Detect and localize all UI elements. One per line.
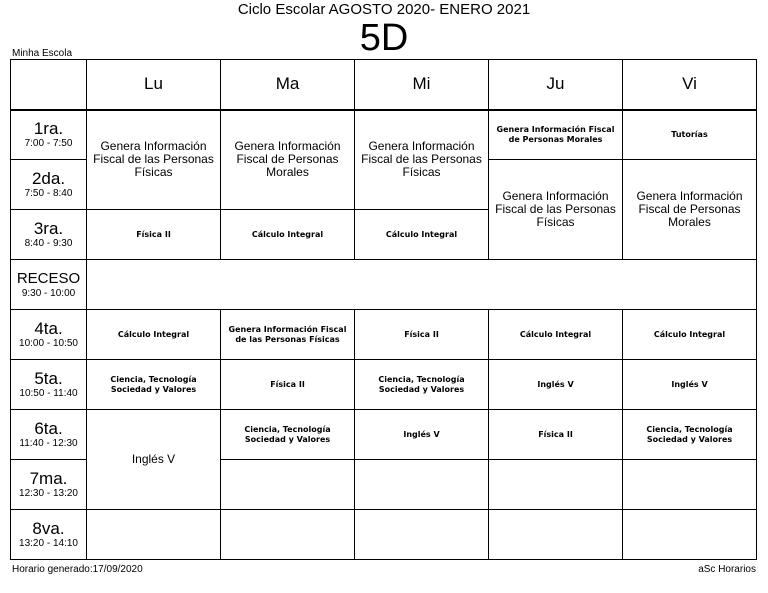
lesson-cell: Genera Información Fiscal de Personas Morales bbox=[221, 110, 355, 210]
period-name: 2da. bbox=[31, 169, 66, 188]
period-time: 13:20 - 14:10 bbox=[19, 538, 78, 549]
lesson-cell: Cálculo Integral bbox=[623, 310, 757, 360]
school-name: Minha Escola bbox=[12, 48, 73, 59]
lesson-cell: Cálculo Integral bbox=[87, 310, 221, 360]
empty-cell bbox=[87, 510, 221, 560]
period-time: 7:50 - 8:40 bbox=[24, 188, 73, 199]
period-name: 3ra. bbox=[33, 219, 64, 238]
period-name: 4ta. bbox=[34, 319, 63, 338]
empty-cell bbox=[355, 460, 489, 510]
lesson-cell: Genera Información Fiscal de Personas Morales bbox=[623, 160, 757, 260]
day-header: Mi bbox=[355, 60, 489, 110]
empty-cell bbox=[623, 510, 757, 560]
day-header: Vi bbox=[623, 60, 757, 110]
schedule-title: Ciclo Escolar AGOSTO 2020- ENERO 2021 bbox=[237, 1, 531, 18]
period-row bbox=[11, 110, 757, 160]
period-row bbox=[11, 410, 757, 460]
lesson-cell: Genera Información Fiscal de las Personas Físicas bbox=[87, 110, 221, 210]
period-name: 8va. bbox=[32, 519, 65, 538]
timetable bbox=[10, 59, 757, 560]
period-cell bbox=[11, 210, 87, 260]
lesson-cell: Física II bbox=[221, 360, 355, 410]
lesson-cell: Ciencia, Tecnología Sociedad y Valores bbox=[355, 360, 489, 410]
empty-cell bbox=[623, 460, 757, 510]
period-row bbox=[11, 510, 757, 560]
day-header: Ma bbox=[221, 60, 355, 110]
lesson-cell: Ciencia, Tecnología Sociedad y Valores bbox=[87, 360, 221, 410]
period-cell bbox=[11, 260, 87, 310]
period-name: 5ta. bbox=[34, 369, 63, 388]
day-header: Ju bbox=[489, 60, 623, 110]
period-time: 12:30 - 13:20 bbox=[19, 488, 78, 499]
lesson-cell: Inglés V bbox=[489, 360, 623, 410]
period-time: 9:30 - 10:00 bbox=[21, 288, 76, 299]
period-row bbox=[11, 310, 757, 360]
break-cell bbox=[87, 260, 757, 310]
brand-label: aSc Horarios bbox=[698, 564, 756, 575]
lesson-cell: Genera Información Fiscal de Personas Morales bbox=[489, 110, 623, 160]
lesson-cell: Física II bbox=[87, 210, 221, 260]
empty-cell bbox=[221, 510, 355, 560]
lesson-cell: Tutorías bbox=[623, 110, 757, 160]
lesson-cell: Ciencia, Tecnología Sociedad y Valores bbox=[221, 410, 355, 460]
lesson-cell: Física II bbox=[489, 410, 623, 460]
period-time: 11:40 - 12:30 bbox=[19, 438, 78, 449]
lesson-cell: Genera Información Fiscal de las Personas Físicas bbox=[221, 310, 355, 360]
lesson-cell: Cálculo Integral bbox=[489, 310, 623, 360]
lesson-cell: Inglés V bbox=[623, 360, 757, 410]
lesson-cell: Inglés V bbox=[355, 410, 489, 460]
lesson-cell: Física II bbox=[355, 310, 489, 360]
corner-cell bbox=[11, 60, 87, 110]
empty-cell bbox=[355, 510, 489, 560]
period-name: 1ra. bbox=[33, 119, 64, 139]
lesson-cell: Genera Información Fiscal de las Personas Físicas bbox=[489, 160, 623, 260]
period-cell bbox=[11, 360, 87, 410]
period-name: 7ma. bbox=[29, 469, 68, 488]
day-header-row bbox=[11, 60, 757, 110]
period-cell bbox=[11, 460, 87, 510]
period-cell bbox=[11, 410, 87, 460]
lesson-cell: Genera Información Fiscal de las Personas Físicas bbox=[355, 110, 489, 210]
period-row bbox=[11, 360, 757, 410]
lesson-cell: Ciencia, Tecnología Sociedad y Valores bbox=[623, 410, 757, 460]
period-time: 8:40 - 9:30 bbox=[24, 238, 73, 249]
period-cell bbox=[11, 510, 87, 560]
lesson-cell: Cálculo Integral bbox=[221, 210, 355, 260]
period-time: 10:00 - 10:50 bbox=[19, 338, 78, 349]
lesson-cell: Cálculo Integral bbox=[355, 210, 489, 260]
class-name: 5D bbox=[359, 17, 409, 59]
empty-cell bbox=[489, 460, 623, 510]
empty-cell bbox=[221, 460, 355, 510]
empty-cell bbox=[489, 510, 623, 560]
lesson-cell: Inglés V bbox=[87, 410, 221, 510]
day-header: Lu bbox=[87, 60, 221, 110]
generated-date: Horario generado:17/09/2020 bbox=[12, 564, 143, 575]
break-row bbox=[11, 260, 757, 310]
period-time: 10:50 - 11:40 bbox=[19, 388, 78, 399]
period-name: 6ta. bbox=[34, 419, 63, 438]
period-cell bbox=[11, 310, 87, 360]
period-cell bbox=[11, 110, 87, 160]
period-cell bbox=[11, 160, 87, 210]
period-time: 7:00 - 7:50 bbox=[24, 138, 73, 150]
period-name: RECESO bbox=[16, 270, 81, 287]
